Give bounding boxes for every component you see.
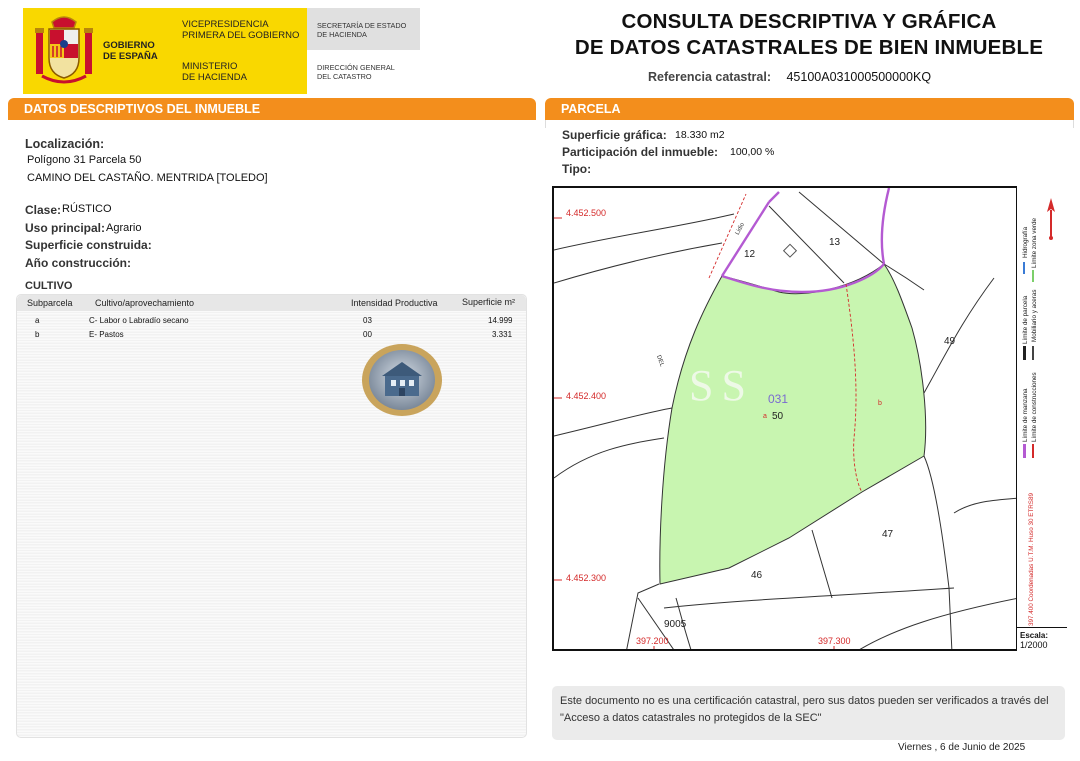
row-a-intensity: 03 [363,316,372,325]
parcel-info [545,120,1074,128]
col-intensity: Intensidad Productiva [351,298,438,308]
sec-line-2: DE HACIENDA [317,30,367,39]
sec-line-1: SECRETARÍA DE ESTADO [317,21,407,30]
row-a-subparcel: a [35,316,40,325]
parcel-title: PARCELA [561,102,621,116]
legend-item-parcel: Límite de parcela [1022,295,1029,344]
table-header-row [17,295,526,311]
legend-swatch-hydro [1023,262,1025,274]
participation-value: 100,00 % [730,146,775,158]
class-value: RÚSTICO [62,203,112,215]
row-b-subparcel: b [35,330,40,339]
y-coord-1: 4.452.500 [566,208,607,218]
class-label: Clase: [25,203,62,217]
cadastral-map[interactable] [552,186,1067,651]
subparcel-a: a [763,413,767,420]
participation-label: Participación del inmueble: [562,145,719,159]
vice-line-2: PRIMERA DEL GOBIERNO [182,30,300,41]
min-line-2: DE HACIENDA [182,72,247,83]
scale-box [1017,627,1067,649]
parcel-label-13: 13 [829,237,841,248]
title-line-1: CONSULTA DESCRIPTIVA Y GRÁFICA [621,10,997,33]
type-label: Tipo: [562,162,592,176]
min-line-1: MINISTERIO [182,61,238,72]
row-b-intensity: 00 [363,330,372,339]
parcel-label-47: 47 [882,529,894,540]
cultivation-label: CULTIVO [25,280,73,292]
built-area-label: Superficie construida: [25,238,152,252]
legend-item-hydro: Hidrografía [1022,226,1029,258]
descriptive-data-header [8,98,536,120]
legend-swatch-green [1032,270,1034,282]
parcel-label-46: 46 [751,570,763,581]
ref-value: 45100A031000500000KQ [786,70,932,84]
map-legend [1016,186,1067,651]
main-use-label: Uso principal: [25,221,106,235]
descriptive-data-title: DATOS DESCRIPTIVOS DEL INMUEBLE [24,102,261,116]
scale-value: 1/2000 [1020,640,1048,650]
graphic-surface-label: Superficie gráfica: [562,128,667,142]
cultivation-table [16,294,527,738]
location-line-2: CAMINO DEL CASTAÑO. MENTRIDA [TOLEDO] [27,172,268,184]
secretariat-label [317,21,406,39]
legend-item-block: Límite de manzana [1022,388,1029,442]
parcel-label-9005: 9005 [664,619,687,630]
location-line-1: Polígono 31 Parcela 50 [27,154,142,166]
y-coord-3: 4.452.300 [566,573,607,583]
vice-line-1: VICEPRESIDENCIA [182,19,269,30]
row-b-surface: 3.331 [492,330,513,339]
ministry-label [182,61,247,83]
dir-line-1: DIRECCIÓN GENERAL [317,63,395,72]
legend-swatch-constructions [1032,444,1034,458]
x-coord-2: 397.300 [818,636,851,646]
row-b-cultivation: E- Pastos [89,330,124,339]
row-a-cultivation: C- Labor o Labradío secano [89,316,189,325]
subparcel-b: b [878,400,882,407]
col-surface: Superficie m² [462,297,516,307]
legend-item-furniture: Mobiliario y aceras [1031,289,1038,342]
parcel-label-50: 50 [772,411,784,422]
parcel-label-49: 49 [944,336,956,347]
cadastral-reference [648,70,931,84]
dir-line-2: DEL CATASTRO [317,72,372,81]
notice-text: Este documento no es una certificación catastral, pero sus datos pueden ser verificados a través del "Acceso a datos catastrales no protegidos de la SEC" [560,695,1049,724]
legend-coords: 397.400 Coordenadas U.T.M. Huso 30 ETRS89 [1028,492,1035,626]
legend-item-constructions: Límite de construcciones [1031,372,1038,442]
legend-swatch-furniture [1032,346,1034,360]
notice-box [552,686,1065,740]
parcel-code: 031 [768,392,789,406]
parcel-header [545,98,1074,120]
document-title [550,9,1068,61]
parcel-label-12: 12 [744,249,756,260]
graphic-surface-value: 18.330 m2 [675,129,725,141]
legend-item-green: Límite zona verde [1031,217,1038,268]
gov-label [103,40,158,62]
legend-swatch-parcel [1023,346,1026,360]
gov-line-2: DE ESPAÑA [103,51,158,62]
row-a-surface: 14.999 [488,316,513,325]
construction-year-label: Año construcción: [25,256,132,270]
catastro-seal-icon [360,342,444,418]
location-label: Localización: [25,137,105,151]
coat-of-arms-icon [34,14,94,88]
north-arrow-icon [1045,198,1057,240]
road-label-2: DEL [655,354,665,368]
ref-label: Referencia catastral: [648,70,771,84]
map-watermark-text: SS [689,361,754,410]
directorate-label [317,63,395,81]
y-coord-2: 4.452.400 [566,391,607,401]
legend-swatch-block [1023,444,1026,458]
col-subparcel: Subparcela [27,298,73,308]
x-coord-1: 397.200 [636,636,669,646]
title-line-2: DE DATOS CATASTRALES DE BIEN INMUEBLE [574,36,1044,59]
gov-line-1: GOBIERNO [103,40,155,51]
col-cultivation: Cultivo/aprovechamiento [95,298,195,308]
scale-label: Escala: [1020,631,1049,640]
road-label-1: Lidio [734,221,746,237]
document-date: Viernes , 6 de Junio de 2025 [898,742,1026,753]
vicepresidency-label [182,19,299,41]
main-use-value: Agrario [106,222,142,234]
